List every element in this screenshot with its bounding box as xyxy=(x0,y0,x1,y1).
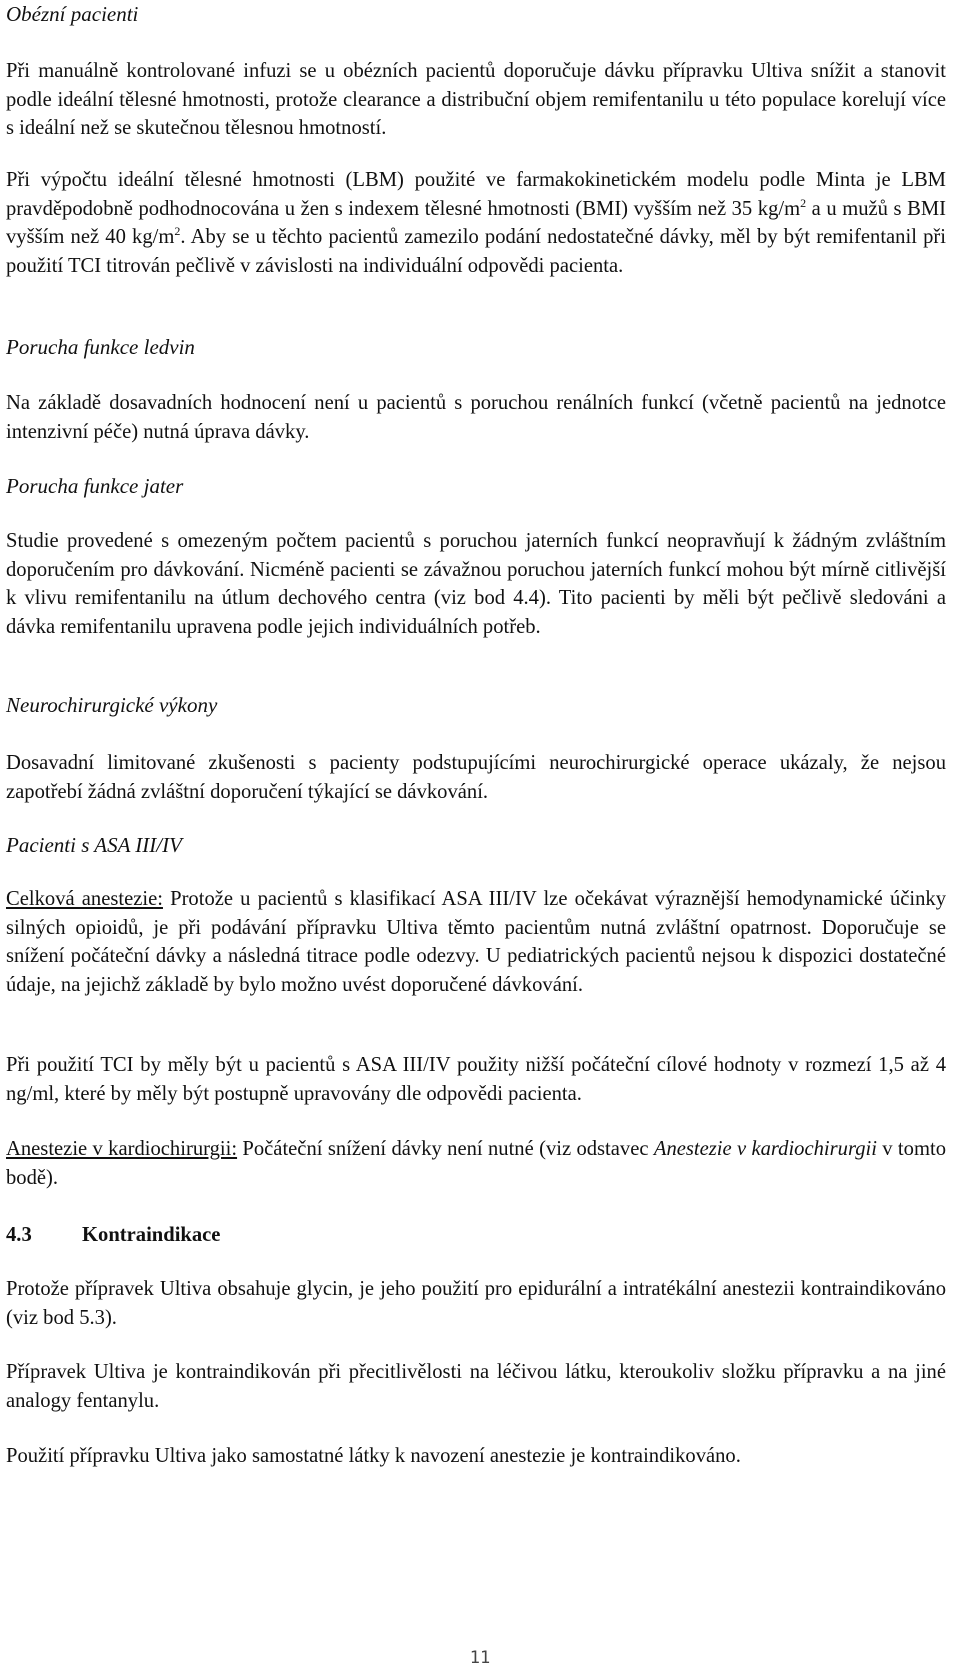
paragraph-obezni-2-part-a: Při výpočtu ideální tělesné hmotnosti (LBM) použité ve farmakokinetickém modelu podle Minta je LBM pravděpodobně podhodnocována u žen s indexem tělesné hmotnosti (BMI) vyšším než 35 kg/m xyxy=(6,169,946,220)
paragraph-kontraindikace-3: Použití přípravku Ultiva jako samostatné látky k navození anestezie je kontraindikováno. xyxy=(6,1445,741,1467)
section-number: 4.3 xyxy=(6,1224,32,1246)
label-anestezie-kardiochirurgii: Anestezie v kardiochirurgii: xyxy=(6,1138,238,1160)
label-celkova-anestezie: Celková anestezie: xyxy=(6,888,163,910)
paragraph-asa-1 xyxy=(6,885,946,999)
section-heading-kontraindikace xyxy=(6,1221,220,1249)
paragraph-neuro: Dosavadní limitované zkušenosti s pacienty podstupujícími neurochirurgické operace ukázaly, že nejsou zapotřebí žádná zvláštní doporučení týkající se dávkování. xyxy=(6,752,946,803)
heading-porucha-jater: Porucha funkce jater xyxy=(6,474,184,498)
paragraph-obezni-1: Při manuálně kontrolované infuzi se u obézních pacientů doporučuje dávku přípravku Ultiva snížit a stanovit podle ideální tělesné hmotnosti, protože clearance a distribuční objem remifentanilu u této populace korelují více s ideální než se skutečnou tělesnou hmotností. xyxy=(6,60,946,140)
paragraph-asa-1-text: Protože u pacientů s klasifikací ASA III/IV lze očekávat výraznější hemodynamické účinky silných opioidů, je při podávání přípravku Ultiva těmto pacientům nutná zvláštní opatrnost. Doporučuje se snížení počáteční dávky a následná titrace podle odezvy. U pediatrických pacientů nejsou k dispozici dostatečné údaje, na jejichž základě by bylo možno uvést doporučené dávkování. xyxy=(6,888,947,996)
paragraph-asa-3 xyxy=(6,1135,946,1192)
paragraph-asa-3-text-a: Počáteční snížení dávky není nutné (viz odstavec xyxy=(237,1138,654,1160)
paragraph-asa-3-text-b: v tomto bodě). xyxy=(6,1138,946,1189)
paragraph-asa-2: Při použití TCI by měly být u pacientů s ASA III/IV použity nižší počáteční cílové hodnoty v rozmezí 1,5 až 4 ng/ml, které by měly být postupně upravovány dle odpovědi pacienta. xyxy=(6,1054,946,1105)
section-title: Kontraindikace xyxy=(82,1224,221,1246)
paragraph-obezni-2-part-b: a u mužů s BMI vyšším než 40 kg/m xyxy=(6,197,946,249)
superscript-2: 2 xyxy=(174,224,181,239)
paragraph-obezni-2 xyxy=(6,166,946,280)
heading-obezni-pacienti: Obézní pacienti xyxy=(6,2,139,26)
paragraph-ledviny: Na základě dosavadních hodnocení není u pacientů s poruchou renálních funkcí (včetně pacientů na jednotce intenzivní péče) nutná úprava dávky. xyxy=(6,392,946,443)
paragraph-kontraindikace-2: Přípravek Ultiva je kontraindikován při přecitlivělosti na léčivou látku, kteroukoliv složku přípravku a na jiné analogy fentanylu. xyxy=(6,1361,946,1412)
heading-porucha-ledvin: Porucha funkce ledvin xyxy=(6,335,195,359)
paragraph-jater: Studie provedené s omezeným počtem pacientů s poruchou jaterních funkcí neopravňují k žádným zvláštním doporučením pro dávkování. Nicméně pacienti se závažnou poruchou jaterních funkcí mohou být mírně citlivější k vlivu remifentanilu na útlum dechového centra (viz bod 4.4). Tito pacienti by měli být pečlivě sledováni a dávka remifentanilu upravena podle jejich individuálních potřeb. xyxy=(6,530,946,638)
heading-neurochirurgicke-vykony: Neurochirurgické výkony xyxy=(6,693,218,717)
paragraph-asa-3-italic: Anestezie v kardiochirurgii xyxy=(653,1138,877,1160)
paragraph-kontraindikace-1: Protože přípravek Ultiva obsahuje glycin, je jeho použití pro epidurální a intratékální anestezii kontraindikováno (viz bod 5.3). xyxy=(6,1278,946,1329)
heading-pacienti-asa: Pacienti s ASA III/IV xyxy=(6,833,182,857)
page-number: 11 xyxy=(469,1648,491,1668)
superscript-2: 2 xyxy=(800,195,807,210)
paragraph-obezni-2-part-c: . Aby se u těchto pacientů zamezilo podání nedostatečné dávky, měl by být remifentanil při použití TCI titrován pečlivě v závislosti na individuální odpovědi pacienta. xyxy=(6,226,946,277)
